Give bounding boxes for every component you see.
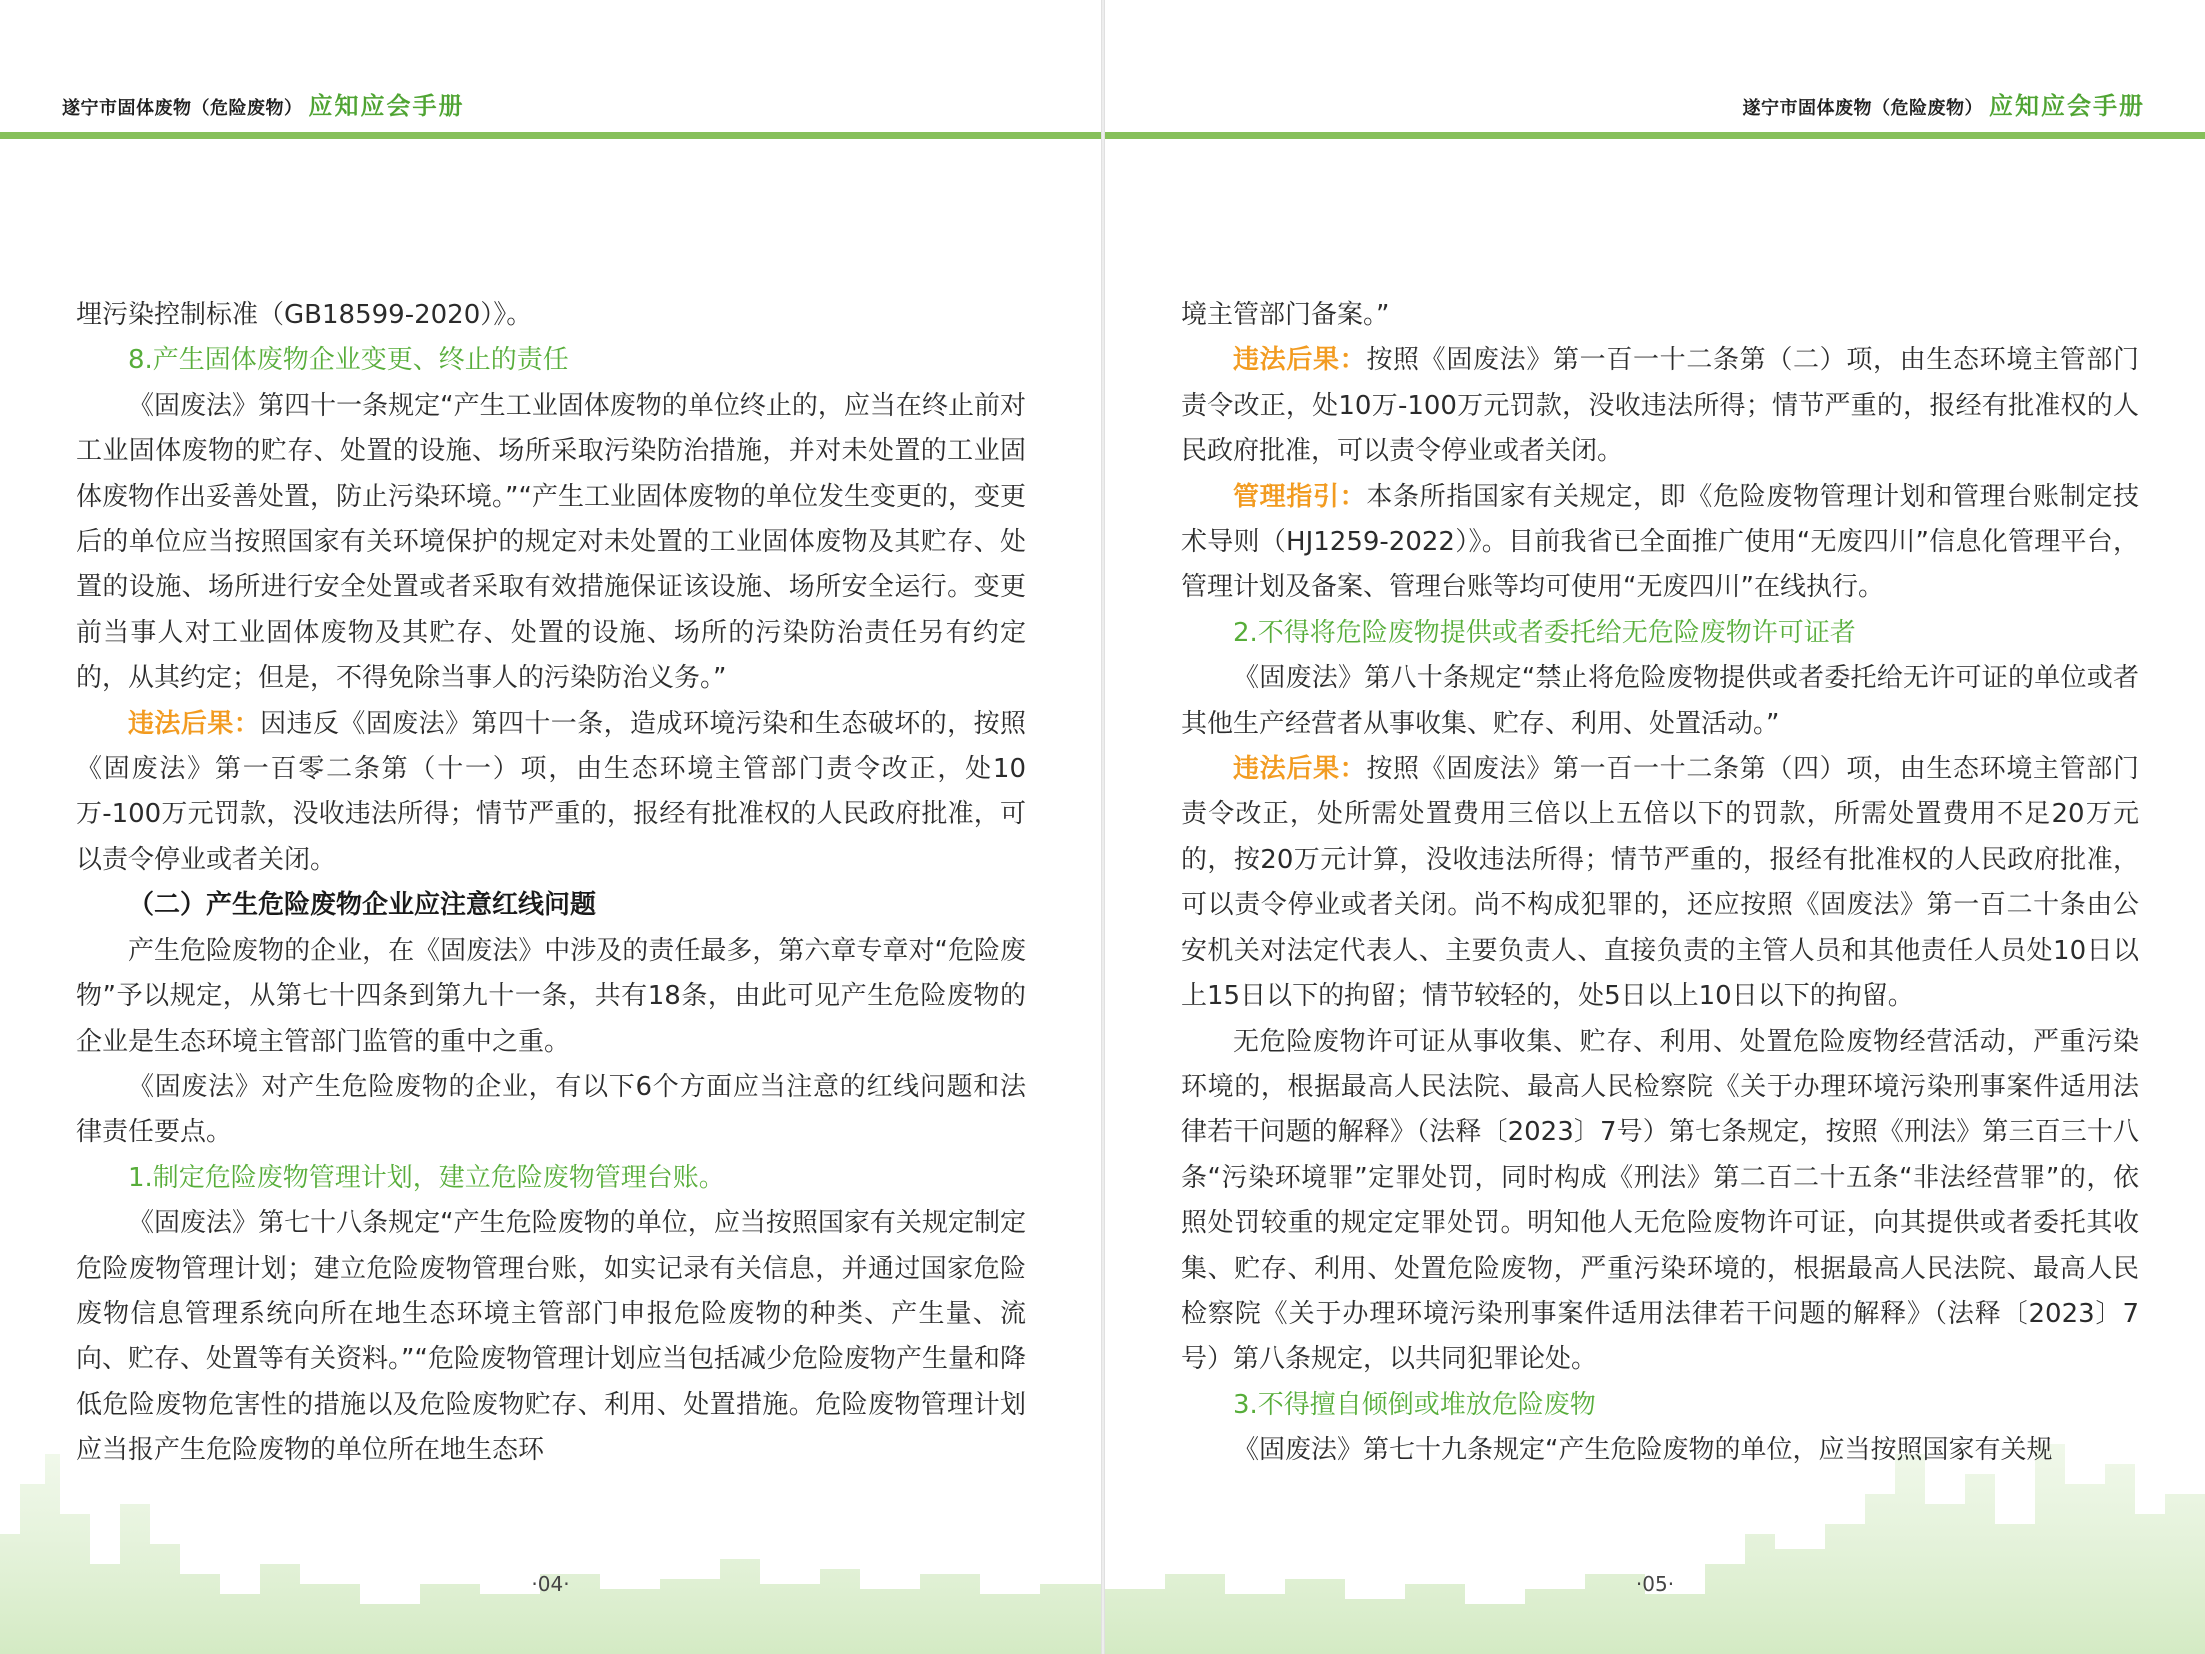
paragraph: 《固废法》第七十八条规定“产生危险废物的单位，应当按照国家有关规定制定危险废物管理计划；建立危险废物管理台账，如实记录有关信息，并通过国家危险废物信息管理系统向所在地生态环境主管部门申报危险废物的种类、产生量、流向、贮存、处置等有关资料。”“危险废物管理计划应当包括减少危险废物产生量和降低危险废物危害性的措施以及危险废物贮存、利用、处置措施。危险废物管理计划应当报产生危险废物的单位所在地生态环 — [76, 1208, 1026, 1466]
running-header — [1743, 86, 2146, 122]
paragraph: 《固废法》第七十九条规定“产生危险废物的单位，应当按照国家有关规 — [1233, 1435, 2053, 1466]
running-header — [62, 86, 465, 122]
page-number: ·04· — [531, 1572, 570, 1596]
paragraph: 管理指引：本条所指国家有关规定，即《危险废物管理计划和管理台账制定技术导则（HJ1259-2022）》。目前我省已全面推广使用“无废四川”信息化管理平台，管理计划及备案、管理台账等均可使用“无废四川”在线执行。 — [1181, 481, 2139, 603]
header-organization: 遂宁市固体废物（危险废物） — [1742, 98, 1983, 119]
page-left — [0, 0, 1101, 1654]
subsection-heading: （二）产生危险废物企业应注意红线问题 — [128, 890, 597, 921]
section-heading: 3.不得擅自倾倒或堆放危险废物 — [1233, 1389, 1596, 1420]
paragraph: 埋污染控制标准（GB18599-2020）》。 — [76, 300, 533, 330]
paragraph: 《固废法》第八十条规定“禁止将危险废物提供或者委托给无许可证的单位或者其他生产经营者从事收集、贮存、利用、处置活动。” — [1181, 663, 2139, 739]
section-heading: 1.制定危险废物管理计划，建立危险废物管理台账。 — [128, 1162, 725, 1193]
page-number: ·05· — [1635, 1572, 1675, 1596]
paragraph: 违法后果：按照《固废法》第一百一十二条第（二）项，由生态环境主管部门责令改正，处10万-100万元罚款，没收违法所得；情节严重的，报经有批准权的人民政府批准，可以责令停业或者关闭。 — [1181, 345, 2139, 467]
header-organization: 遂宁市固体废物（危险废物） — [62, 98, 303, 119]
consequence-label: 违法后果： — [1233, 754, 1367, 785]
section-heading: 8.产生固体废物企业变更、终止的责任 — [128, 345, 569, 376]
paragraph: 境主管部门备案。” — [1181, 300, 1390, 330]
paragraph: 产生危险废物的企业，在《固废法》中涉及的责任最多，第六章专章对“危险废物”予以规定，从第七十四条到第九十一条，共有18条，由此可见产生危险废物的企业是生态环境主管部门监管的重中之重。 — [76, 935, 1026, 1057]
guidance-label: 管理指引： — [1233, 481, 1367, 512]
header-rule — [0, 132, 1101, 139]
consequence-label: 违法后果： — [128, 708, 261, 739]
paragraph: 《固废法》对产生危险废物的企业，有以下6个方面应当注意的红线问题和法律责任要点。 — [76, 1071, 1026, 1148]
header-rule — [1105, 132, 2205, 139]
paragraph: 《固废法》第四十一条规定“产生工业固体废物的单位终止的，应当在终止前对工业固体废物的贮存、处置的设施、场所采取污染防治措施，并对未处置的工业固体废物作出妥善处置，防止污染环境。”“产生工业固体废物的单位发生变更的，变更后的单位应当按照国家有关环境保护的规定对未处置的工业固体废物及其贮存、处置的设施、场所进行安全处置或者采取有效措施保证该设施、场所安全运行。变更前当事人对工业固体废物及其贮存、处置的设施、场所的污染防治责任另有约定的，从其约定；但是，不得免除当事人的污染防治义务。” — [76, 390, 1026, 694]
section-heading: 2.不得将危险废物提供或者委托给无危险废物许可证者 — [1233, 617, 1856, 648]
body-text-right — [1181, 293, 2139, 1474]
page-right — [1105, 0, 2205, 1654]
header-title: 应知应会手册 — [1989, 92, 2145, 120]
body-text-left — [76, 293, 1026, 1474]
paragraph: 违法后果：因违反《固废法》第四十一条，造成环境污染和生态破坏的，按照《固废法》第一百零二条第（十一）项，由生态环境主管部门责令改正，处10万-100万元罚款，没收违法所得；情节严重的，报经有批准权的人民政府批准，可以责令停业或者关闭。 — [76, 708, 1026, 875]
paragraph: 无危险废物许可证从事收集、贮存、利用、处置危险废物经营活动，严重污染环境的，根据最高人民法院、最高人民检察院《关于办理环境污染刑事案件适用法律若干问题的解释》（法释〔2023〕7号）第七条规定，按照《刑法》第三百三十八条“污染环境罪”定罪处罚，同时构成《刑法》第二百二十五条“非法经营罪”的，依照处罚较重的规定定罪处罚。明知他人无危险废物许可证，向其提供或者委托其收集、贮存、利用、处置危险废物，严重污染环境的，根据最高人民法院、最高人民检察院《关于办理环境污染刑事案件适用法律若干问题的解释》（法释〔2023〕7号）第八条规定，以共同犯罪论处。 — [1181, 1026, 2139, 1375]
paragraph: 违法后果：按照《固废法》第一百一十二条第（四）项，由生态环境主管部门责令改正，处所需处置费用三倍以上五倍以下的罚款，所需处置费用不足20万元的，按20万元计算，没收违法所得；情节严重的，报经有批准权的人民政府批准，可以责令停业或者关闭。尚不构成犯罪的，还应按照《固废法》第一百二十条由公安机关对法定代表人、主要负责人、直接负责的主管人员和其他责任人员处10日以上15日以下的拘留；情节较轻的，处5日以上10日以下的拘留。 — [1181, 754, 2139, 1012]
consequence-label: 违法后果： — [1233, 345, 1367, 376]
header-title: 应知应会手册 — [308, 92, 465, 120]
